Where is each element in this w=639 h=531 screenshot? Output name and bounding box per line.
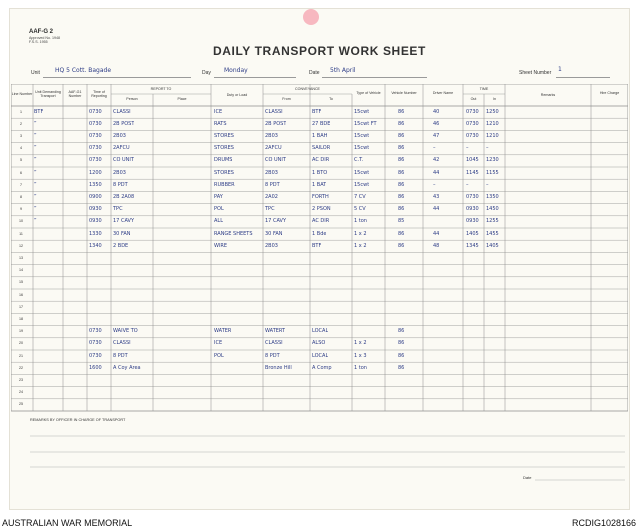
cell-unit: ” (34, 157, 37, 164)
cell-from: CO UNIT (265, 157, 286, 164)
cell-out: 0730 (466, 108, 479, 115)
col-to: To (329, 97, 333, 101)
cell-vtype: 1 x 2 (354, 242, 367, 249)
cell-driver: 47 (433, 132, 440, 139)
col-duty: Duty or Load (226, 93, 248, 97)
cell-duty: STORES (214, 132, 234, 139)
col-time-reporting: Time of Reporting (91, 90, 107, 99)
cell-duty: PAY (214, 193, 223, 200)
sheet-number-label: Sheet Number (519, 70, 552, 76)
cell-from: 30 FAN (265, 230, 283, 237)
cell-duty: ALL (214, 218, 223, 225)
cell-vtype: 15cwt FT (354, 120, 377, 127)
cell-out: 0930 (466, 206, 479, 213)
col-aaf-g1: AAF-G1 Number (68, 90, 82, 99)
cell-driver: 44 (433, 230, 440, 237)
cell-out: 1145 (466, 169, 479, 176)
cell-to: 27 BDE (312, 120, 331, 127)
col-remarks: Remarks (540, 93, 556, 97)
col-vehicle-number: Vehicle Number (391, 91, 417, 95)
cell-vno: 86 (398, 364, 405, 371)
cell-person: 8 PDT (113, 352, 128, 359)
cell-person: 2B 2A08 (113, 193, 135, 200)
sheet-number-value[interactable]: 1 (558, 66, 562, 73)
col-time: TIME (479, 87, 489, 91)
row-number: 22 (19, 365, 23, 370)
cell-vtype: 15cwt (354, 132, 370, 139)
cell-t: 0900 (89, 193, 102, 200)
cell-t: 0730 (89, 108, 102, 115)
cell-vno: 86 (398, 328, 405, 335)
col-unit-demanding: Unit Demanding Transport (35, 90, 61, 99)
cell-to: FORTH (312, 193, 329, 200)
cell-t: 0730 (89, 132, 102, 139)
day-label: Day (202, 70, 211, 76)
col-from: From (282, 97, 291, 101)
cell-driver: 44 (433, 206, 440, 213)
cell-out: 0730 (466, 193, 479, 200)
cell-person: CLASSI (113, 340, 131, 347)
cell-vtype: 1 x 2 (354, 230, 367, 237)
cell-from: CLASSI (265, 340, 283, 347)
cell-from: 8 PDT (265, 352, 280, 359)
cell-vno: 86 (398, 157, 405, 164)
cell-out: 0730 (466, 120, 479, 127)
cell-unit: ” (34, 132, 37, 139)
cell-to: BTF (312, 108, 322, 115)
cell-t: 1600 (89, 364, 102, 371)
col-report-to: REPORT TO (150, 87, 172, 91)
cell-unit: ” (34, 218, 37, 225)
unit-value[interactable]: HQ 5 Cott. Bagade (55, 67, 112, 74)
cell-vtype: 15cwt (354, 108, 370, 115)
cell-to: 1 Bde (312, 230, 327, 237)
footer-date-label: Date (523, 475, 532, 480)
cell-vno: 86 (398, 340, 405, 347)
cell-t: 1200 (89, 169, 102, 176)
cell-person: 2 BDE (113, 242, 129, 249)
cell-person: 2B POST (113, 120, 135, 127)
cell-person: 2AFCU (113, 145, 130, 152)
row-number: 1 (20, 109, 22, 114)
row-number: 10 (19, 219, 23, 224)
cell-vtype: 15cwt (354, 181, 370, 188)
cell-person: CLASSI (113, 108, 131, 115)
cell-unit: ” (34, 169, 37, 176)
cell-from: Bronze Hill (265, 364, 292, 371)
cell-t: 0730 (89, 145, 102, 152)
row-number: 17 (19, 304, 23, 309)
cell-unit: ” (34, 193, 37, 200)
col-hire-charge: Hire Charge (599, 91, 620, 95)
cell-to: 2 PSON (312, 206, 331, 213)
cell-vno: 86 (398, 169, 405, 176)
cell-from: 2B03 (265, 169, 278, 176)
sheet-title: DAILY TRANSPORT WORK SHEET (213, 44, 426, 58)
cell-person: WAIVE TO (113, 328, 138, 335)
col-in: In (493, 97, 496, 101)
cell-vtype: 1 x 3 (354, 352, 367, 359)
cell-t: 0930 (89, 218, 102, 225)
cell-unit: ” (34, 181, 37, 188)
cell-t: 0730 (89, 328, 102, 335)
cell-driver: 40 (433, 108, 440, 115)
cell-in: 1250 (486, 108, 499, 115)
cell-person: TPC (113, 206, 123, 213)
cell-in: 1405 (486, 242, 499, 249)
row-number: 21 (19, 353, 23, 358)
cell-to: 1 BAH (312, 132, 328, 139)
cell-in: 1450 (486, 206, 499, 213)
cell-out: 0730 (466, 132, 479, 139)
cell-driver: – (433, 145, 436, 152)
cell-person: 2B03 (113, 169, 126, 176)
cell-in: – (486, 181, 489, 188)
cell-duty: POL (214, 352, 224, 359)
cell-duty: WIRE (214, 242, 228, 249)
cell-out: 1405 (466, 230, 479, 237)
cell-person: 2B03 (113, 132, 126, 139)
cell-to: BTF (312, 242, 322, 249)
row-number: 15 (19, 280, 23, 285)
col-person: Person (126, 97, 138, 101)
cell-t: 0730 (89, 157, 102, 164)
remarks-label: REMARKS BY OFFICER IN CHARGE OF TRANSPORT (30, 418, 126, 422)
row-number: 24 (19, 390, 23, 395)
cell-out: – (466, 181, 469, 188)
row-number: 13 (19, 255, 23, 260)
cell-unit: ” (34, 206, 37, 213)
cell-from: TPC (265, 206, 275, 213)
cell-vtype: 1 ton (354, 364, 367, 371)
row-number: 16 (19, 292, 23, 297)
row-number: 25 (19, 402, 23, 407)
cell-duty: WATER (214, 328, 232, 335)
cell-vtype: 15cwt (354, 169, 370, 176)
cell-in: – (486, 145, 489, 152)
cell-vno: 86 (398, 352, 405, 359)
col-driver: Driver Name (432, 91, 454, 95)
row-number: 9 (20, 207, 22, 212)
cell-vtype: C.T. (354, 157, 364, 164)
cell-driver: 48 (433, 242, 440, 249)
form-code: AAF-G 2 (29, 29, 53, 35)
row-number: 19 (19, 329, 23, 334)
row-number: 20 (19, 341, 23, 346)
cell-duty: ICE (214, 108, 223, 115)
archive-id: RCDIG1028166 (571, 518, 636, 528)
row-number: 2 (20, 121, 22, 126)
cell-to: 1 BTO (312, 169, 328, 176)
cell-vno: 86 (398, 108, 405, 115)
cell-in: 1210 (486, 132, 499, 139)
row-number: 14 (19, 268, 23, 273)
cell-duty: RATS (214, 120, 227, 127)
row-number: 4 (20, 146, 22, 151)
cell-from: 8 PDT (265, 181, 280, 188)
form-approval-line: F.S.S. 1955 (29, 40, 48, 45)
cell-driver: 43 (433, 193, 440, 200)
cell-driver: 42 (433, 157, 440, 164)
cell-vno: 85 (398, 218, 405, 225)
cell-t: 0730 (89, 352, 102, 359)
cell-from: CLASSI (265, 108, 283, 115)
day-value[interactable]: Monday (224, 67, 248, 74)
cell-driver: 46 (433, 120, 440, 127)
cell-unit: BTF (34, 108, 44, 115)
cell-in: 1155 (486, 169, 499, 176)
cell-driver: – (433, 181, 436, 188)
row-number: 3 (20, 133, 22, 138)
row-number: 12 (19, 243, 23, 248)
col-line-number: Line Number (11, 92, 33, 96)
cell-out: – (466, 145, 469, 152)
row-number: 5 (20, 158, 22, 163)
col-conveyance: CONVEYANCE (295, 87, 320, 91)
cell-vno: 86 (398, 206, 405, 213)
form-approval-line: Approved No. 1948 (29, 36, 60, 40)
cell-to: AC DIR (312, 218, 330, 225)
col-out: Out (470, 97, 477, 101)
cell-unit: ” (34, 145, 37, 152)
row-number: 7 (20, 182, 22, 187)
cell-from: 2B POST (265, 120, 287, 127)
cell-duty: DRUMS (214, 157, 233, 164)
row-number: 6 (20, 170, 22, 175)
cell-in: 1230 (486, 157, 499, 164)
cell-to: AC DIR (312, 157, 330, 164)
cell-to: SAILOR (312, 145, 331, 152)
cell-duty: STORES (214, 145, 234, 152)
cell-from: 2AFCU (265, 145, 282, 152)
cell-vno: 86 (398, 132, 405, 139)
cell-vtype: 1 x 2 (354, 340, 367, 347)
cell-vtype: 1 ton (354, 218, 367, 225)
cell-person: 30 FAN (113, 230, 131, 237)
cell-from: WATERT (265, 328, 286, 335)
cell-t: 0730 (89, 340, 102, 347)
cell-vtype: 5 CV (354, 206, 366, 213)
cell-t: 1340 (89, 242, 102, 249)
cell-vno: 86 (398, 230, 405, 237)
cell-vtype: 7 CV (354, 193, 366, 200)
cell-in: 1210 (486, 120, 499, 127)
cell-to: LOCAL (312, 328, 329, 335)
cell-from: 2B03 (265, 132, 278, 139)
unit-label: Unit (31, 70, 40, 76)
cell-person: A Coy Area (113, 364, 141, 371)
cell-vno: 86 (398, 193, 405, 200)
cell-duty: POL (214, 206, 224, 213)
cell-in: 1455 (486, 230, 499, 237)
cell-driver: 44 (433, 169, 440, 176)
row-number: 11 (19, 231, 23, 236)
cell-duty: STORES (214, 169, 234, 176)
cell-to: 1 BAT (312, 181, 327, 188)
cell-to: A Comp (312, 364, 332, 371)
cell-from: 2A02 (265, 193, 278, 200)
date-value[interactable]: 5th April (330, 67, 356, 74)
row-number: 23 (19, 377, 23, 382)
cell-t: 1350 (89, 181, 102, 188)
cell-in: 1255 (486, 218, 499, 225)
cell-out: 0930 (466, 218, 479, 225)
cell-person: 17 CAVY (113, 218, 135, 225)
cell-out: 1045 (466, 157, 479, 164)
cell-duty: ICE (214, 340, 223, 347)
cell-person: CO UNIT (113, 157, 134, 164)
cell-duty: RUBBER (214, 181, 235, 188)
cell-to: LOCAL (312, 352, 329, 359)
cell-from: 2B03 (265, 242, 278, 249)
cell-unit: ” (34, 120, 37, 127)
col-place: Place (177, 97, 187, 101)
row-number: 18 (19, 316, 23, 321)
cell-vno: 86 (398, 145, 405, 152)
archive-credit: AUSTRALIAN WAR MEMORIAL (2, 518, 133, 528)
cell-in: 1350 (486, 193, 499, 200)
row-number: 8 (20, 194, 22, 199)
cell-duty: RANGE SHEETS (214, 230, 253, 237)
cell-out: 1345 (466, 242, 479, 249)
cell-vno: 86 (398, 120, 405, 127)
cell-t: 0730 (89, 120, 102, 127)
date-label: Date (309, 70, 320, 76)
col-type-vehicle: Type of Vehicle (356, 91, 381, 95)
cell-from: 17 CAVY (265, 218, 287, 225)
cell-t: 0930 (89, 206, 102, 213)
cell-to: ALSO (312, 340, 326, 347)
cell-vtype: 15cwt (354, 145, 370, 152)
cell-person: 8 PDT (113, 181, 128, 188)
cell-vno: 86 (398, 242, 405, 249)
cell-vno: 86 (398, 181, 405, 188)
cell-t: 1330 (89, 230, 102, 237)
